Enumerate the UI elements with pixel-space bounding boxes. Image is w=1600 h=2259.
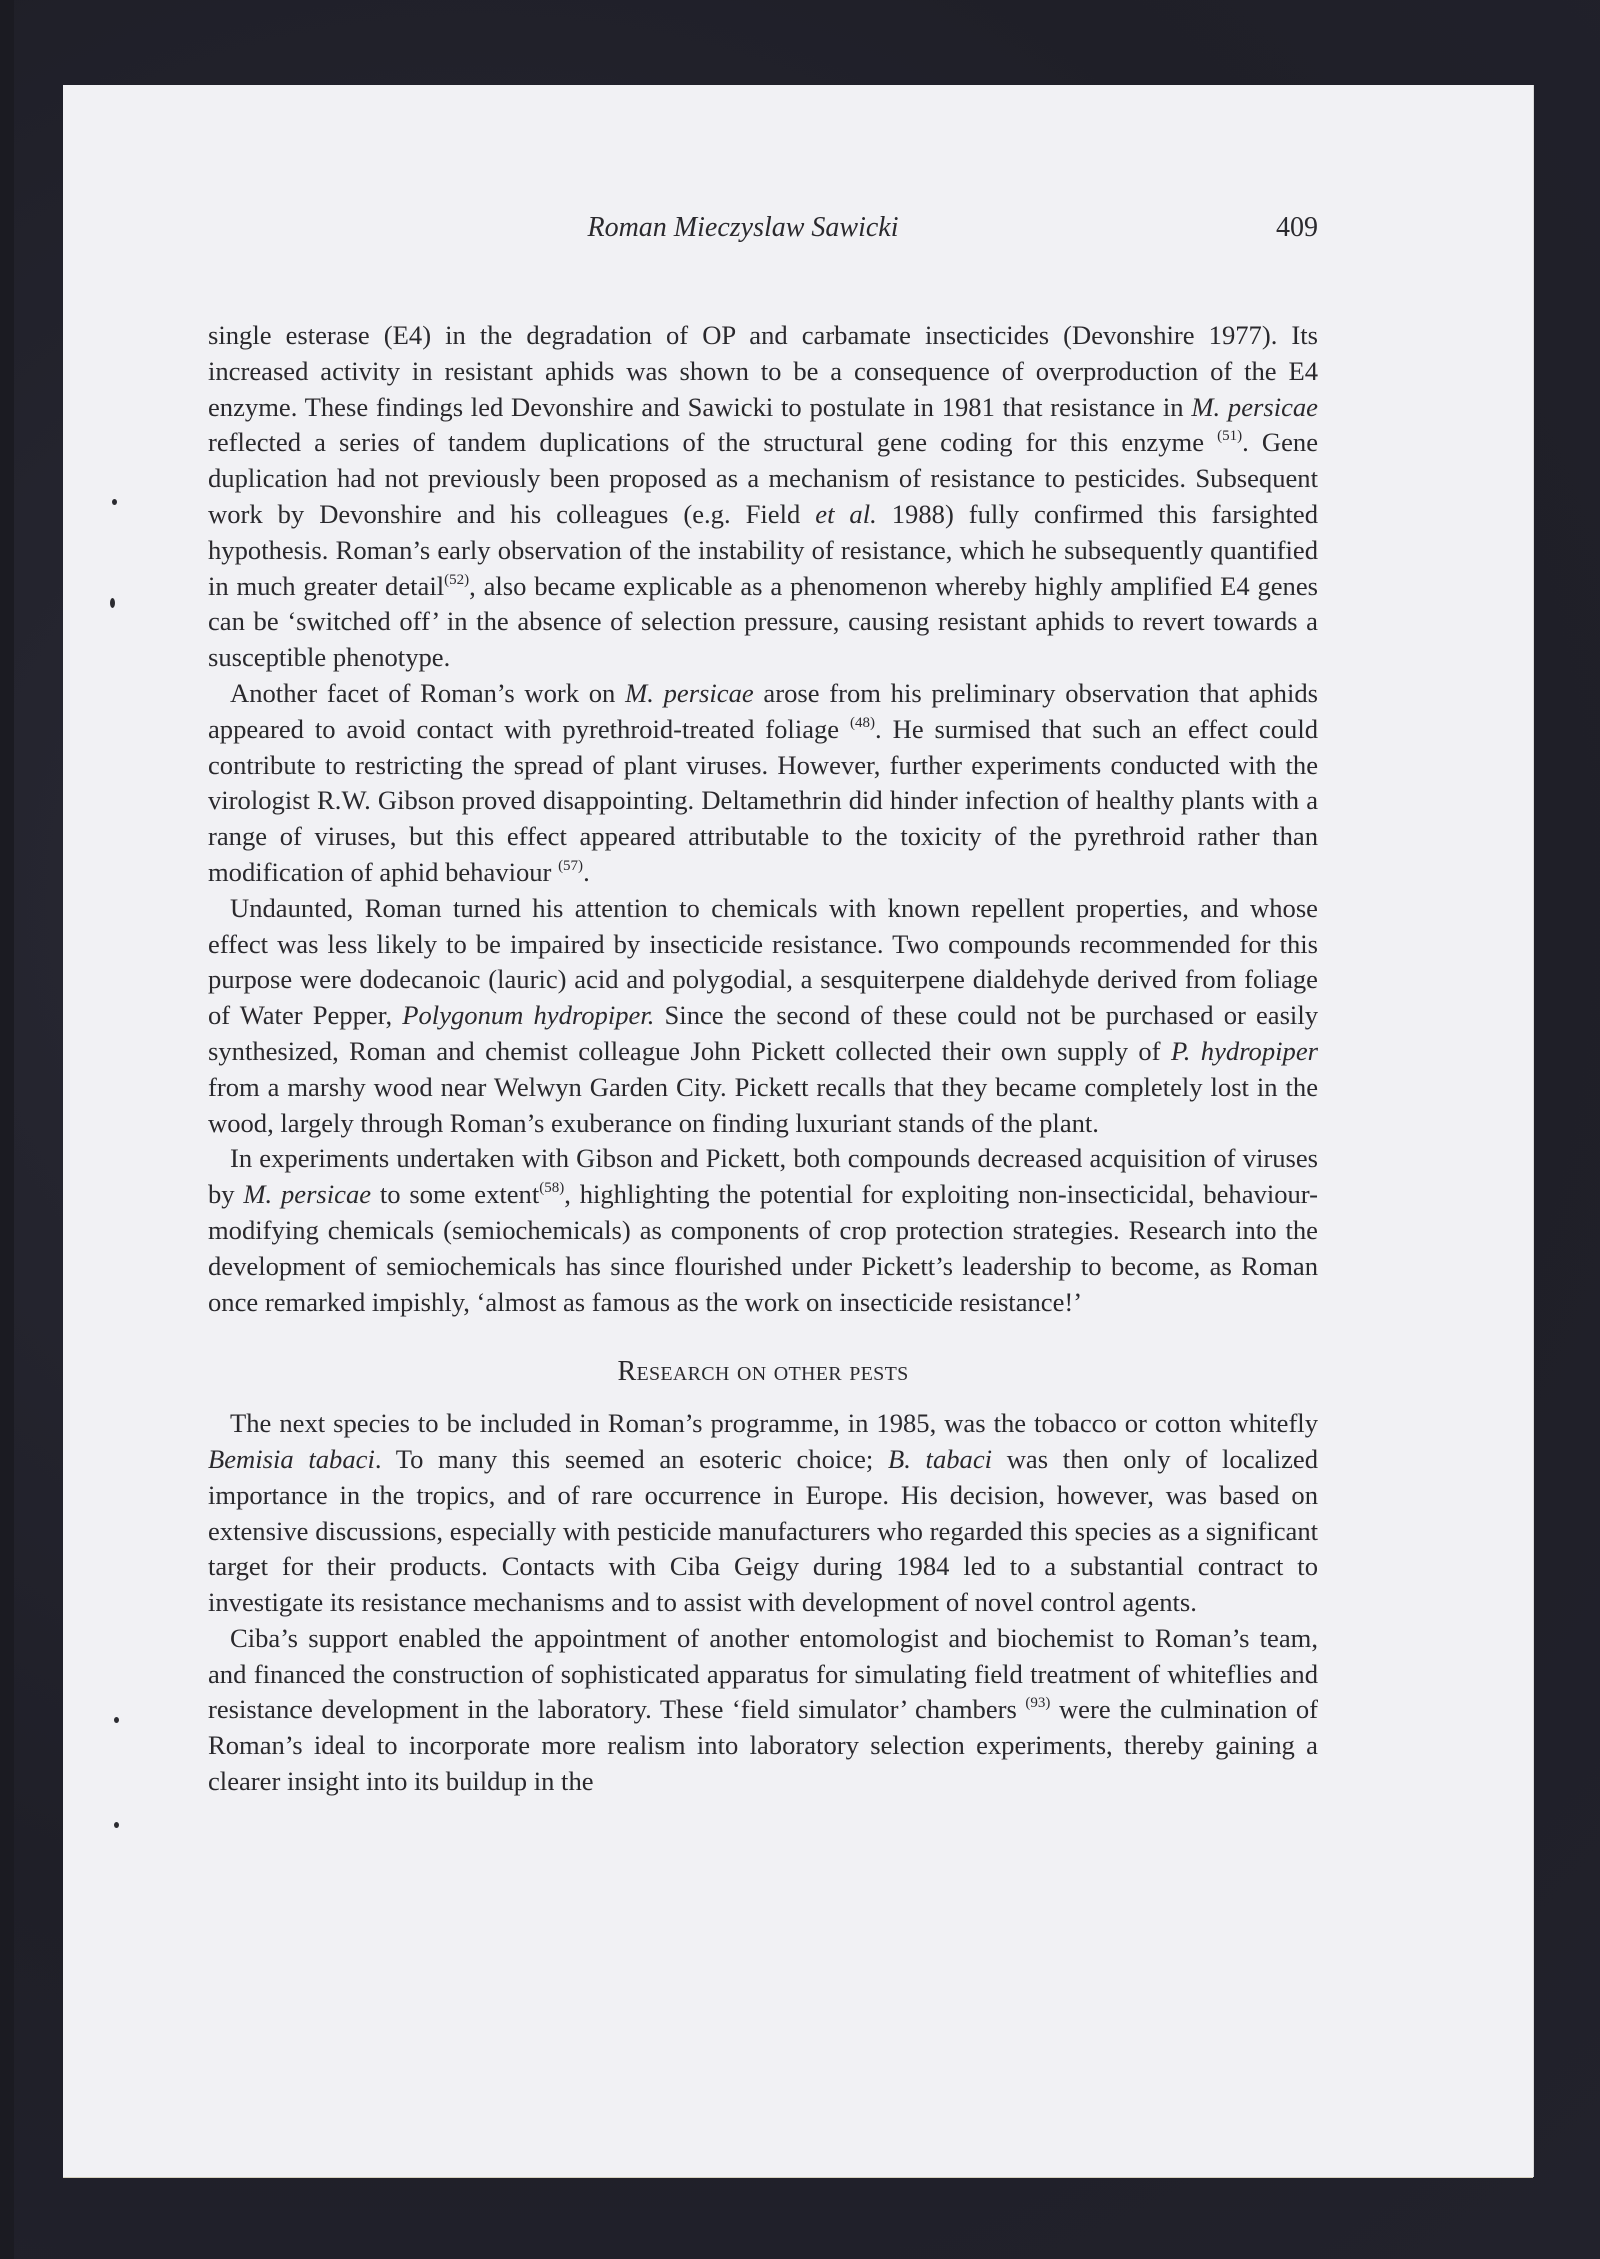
italic-text: et al. xyxy=(815,498,877,529)
text-run: , highlighting the potential for exploiting non-insecticidal, behaviour-modifying chemicals (semiochemicals) as components of crop protection strategies. Research into the development of semiochemicals has since flourished under Pickett’s leadership to become, as Roman once remarked impishly, ‘almost as famous as the work on insecticide resistance!’ xyxy=(208,1179,1318,1317)
text-run: Another facet of Roman’s work on xyxy=(230,677,626,708)
text-run: . xyxy=(583,856,590,887)
italic-text: M. persicae xyxy=(243,1179,372,1210)
citation-reference: (48) xyxy=(850,714,876,731)
text-run: Undaunted, Roman turned his attention to chemicals with known repellent properties, and whose effect was less likely to be impaired by insecticide resistance. Two compounds recommended for this purpose were dodecanoic (lauric) acid and polygodial, a sesquiterpene dialdehyde derived from foliage of Water Pepper, xyxy=(208,892,1318,1031)
page-number: 409 xyxy=(1276,212,1318,243)
text-run: The next species to be included in Roman’s programme, in 1985, was the tobacco or cotton whitefly xyxy=(230,1408,1318,1439)
citation-reference: (57) xyxy=(558,857,584,874)
text-run: Since the second of these could not be purchased or easily synthesized, Roman and chemist colleague John Pickett collected their own supply of xyxy=(208,1000,1319,1066)
text-run: , also became explicable as a phenomenon whereby highly amplified E4 genes can be ‘switched off’ in the absence of selection pressure, causing resistant aphids to revert towards a susceptible phenotype. xyxy=(208,570,1319,673)
citation-reference: (51) xyxy=(1217,428,1243,445)
italic-text: B. tabaci xyxy=(887,1443,993,1474)
citation-reference: (52) xyxy=(444,571,470,588)
paragraph xyxy=(208,1141,1318,1320)
italic-text: M. persicae xyxy=(1191,391,1318,422)
paragraph xyxy=(208,318,1318,676)
paragraph xyxy=(208,1621,1318,1800)
paragraph xyxy=(208,891,1318,1142)
paragraphs-before-heading xyxy=(208,318,1318,1320)
text-run: . Gene duplication had not previously been proposed as a mechanism of resistance to pesticides. Subsequent work by Devonshire and his colleagues (e.g. Field xyxy=(208,427,1318,529)
citation-reference: (58) xyxy=(539,1180,565,1197)
text-run: . He surmised that such an effect could contribute to restricting the spread of plant viruses. However, further experiments conducted with the virologist R.W. Gibson proved disappointing. Deltamethrin did hinder infection of healthy plants with a range of viruses, but this effect appeared attributable to the toxicity of the pyrethroid rather than modification of aphid behaviour xyxy=(208,713,1319,887)
paragraph xyxy=(208,1406,1318,1621)
italic-text: M. persicae xyxy=(625,677,754,708)
running-head xyxy=(208,212,1318,252)
body-text xyxy=(208,318,1318,1800)
citation-reference: (93) xyxy=(1025,1695,1051,1712)
text-run: to some extent xyxy=(371,1179,540,1210)
margin-mark xyxy=(114,1822,119,1828)
scanner-background-strip xyxy=(0,0,14,2259)
text-run: were the culmination of Roman’s ideal to incorporate more realism into laboratory selection experiments, thereby gaining a clearer insight into its buildup in the xyxy=(208,1694,1318,1797)
section-heading: Research on other pests xyxy=(617,1356,909,1388)
text-run: In experiments undertaken with Gibson and Pickett, both compounds decreased acquisition of viruses by xyxy=(208,1143,1318,1210)
italic-text: Bemisia tabaci xyxy=(208,1443,375,1474)
margin-mark xyxy=(110,598,115,608)
margin-mark xyxy=(114,1717,119,1723)
text-run: single esterase (E4) in the degradation of OP and carbamate insecticides (Devonshire 1977). Its increased activity in resistant aphids was shown to be a consequence of overproduction of the E4 enzyme. These findings led Devonshire and Sawicki to postulate in 1981 that resistance in xyxy=(208,320,1318,422)
text-run: was then only of localized importance in the tropics, and of rare occurrence in Europe. His decision, however, was based on extensive discussions, especially with pesticide manufacturers who regarded this species as a significant target for their products. Contacts with Ciba Geigy during 1984 led to a substantial contract to investigate its resistance mechanisms and to assist with development of novel control agents. xyxy=(208,1443,1319,1618)
paragraphs-after-heading xyxy=(208,1406,1318,1800)
text-run: 1988) fully confirmed this farsighted hypothesis. Roman’s early observation of the instability of resistance, which he subsequently quantified in much greater detail xyxy=(208,498,1318,601)
italic-text: P. hydropiper xyxy=(1170,1035,1318,1066)
italic-text: Polygonum hydropiper. xyxy=(402,1000,655,1031)
text-run: reflected a series of tandem duplications of the structural gene coding for this enzyme xyxy=(208,427,1218,458)
paragraph xyxy=(208,676,1318,891)
margin-mark xyxy=(112,499,117,505)
text-run: from a marshy wood near Welwyn Garden City. Pickett recalls that they became completely lost in the wood, largely through Roman’s exuberance on finding luxuriant stands of the plant. xyxy=(208,1071,1318,1138)
text-run: . To many this seemed an esoteric choice; xyxy=(374,1443,888,1474)
text-run: arose from his preliminary observation that aphids appeared to avoid contact with pyrethroid-treated foliage xyxy=(208,677,1319,744)
text-run: Ciba’s support enabled the appointment of another entomologist and biochemist to Roman’s team, and financed the construction of sophisticated apparatus for simulating field treatment of whiteflies and resistance development in the laboratory. These ‘field simulator’ chambers xyxy=(208,1622,1318,1725)
running-head-author: Roman Mieczyslaw Sawicki xyxy=(587,212,899,243)
